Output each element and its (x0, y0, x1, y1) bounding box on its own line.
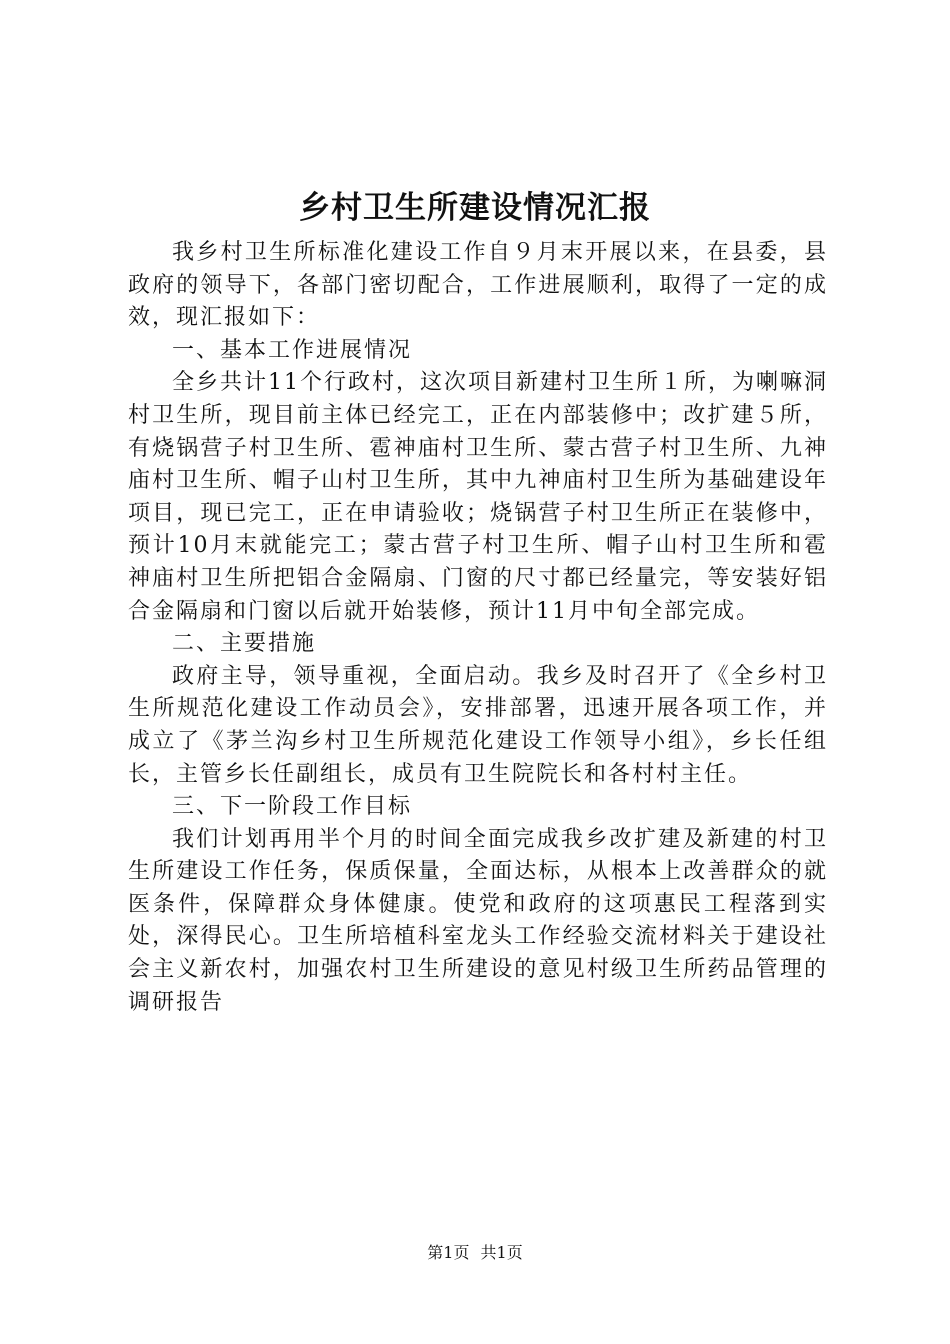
section-heading-3: 三、下一阶段工作目标 (172, 794, 413, 820)
document-body (128, 237, 828, 1019)
page-number: 第1页 (427, 1243, 470, 1262)
intro-paragraph: 我乡村卫生所标准化建设工作自９月末开展以来，在县委，县政府的领导下，各部门密切配合，工作进展顺利，取得了一定的成效，现汇报如下： (128, 240, 828, 331)
section-3-paragraph: 我们计划再用半个月的时间全面完成我乡改扩建及新建的村卫生所建设工作任务，保质保量，全面达标，从根本上改善群众的就医条件，保障群众身体健康。使党和政府的这项惠民工程落到实处，深得民心。卫生所培植科室龙头工作经验交流材料关于建设社会主义新农村，加强农村卫生所建设的意见村级卫生所药品管理的调研报告 (128, 826, 828, 1015)
section-heading-1: 一、基本工作进展情况 (172, 337, 413, 363)
page-total: 共1页 (480, 1243, 523, 1262)
page-footer (0, 1241, 950, 1265)
document-title: 乡村卫生所建设情况汇报 (299, 190, 651, 226)
section-2-paragraph: 政府主导，领导重视，全面启动。我乡及时召开了《全乡村卫生所规范化建设工作动员会》，安排部署，迅速开展各项工作，并成立了《茅兰沟乡村卫生所规范化建设工作领导小组》，乡长任组长，主管乡长任副组长，成员有卫生院院长和各村村主任。 (128, 663, 828, 787)
section-1-paragraph: 全乡共计11个行政村，这次项目新建村卫生所１所，为喇嘛洞村卫生所，现目前主体已经完工，正在内部装修中；改扩建５所，有烧锅营子村卫生所、雹神庙村卫生所、蒙古营子村卫生所、九神庙村卫生所、帽子山村卫生所，其中九神庙村卫生所为基础建设年项目，现已完工，正在申请验收；烧锅营子村卫生所正在装修中，预计10月末就能完工；蒙古营子村卫生所、帽子山村卫生所和雹神庙村卫生所把铝合金隔扇、门窗的尺寸都已经量完，等安装好铝合金隔扇和门窗以后就开始装修，预计11月中旬全部完成。 (128, 370, 828, 624)
section-heading-2: 二、主要措施 (172, 631, 317, 657)
